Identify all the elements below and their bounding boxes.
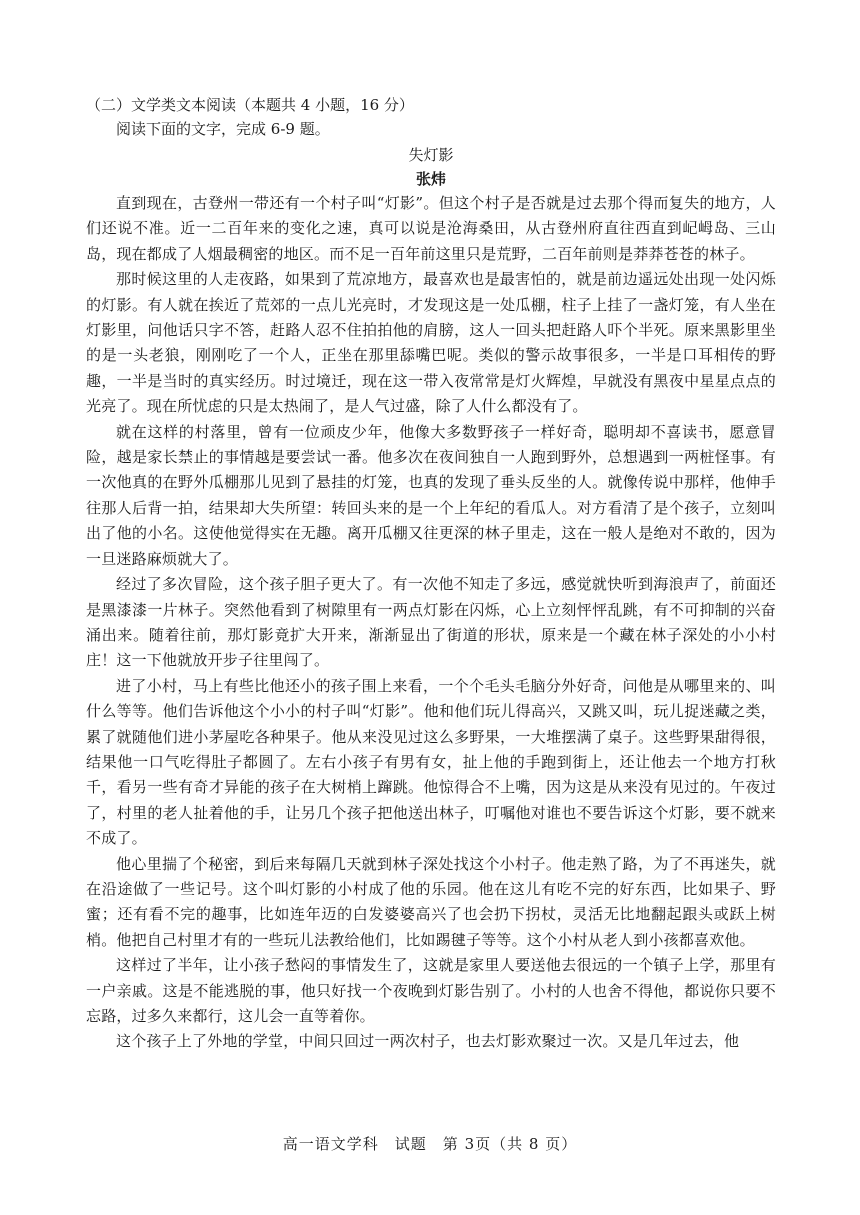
reading-instruction: 阅读下面的文字，完成 6-9 题。 — [116, 120, 330, 138]
story-paragraph-7: 这样过了半年，让小孩子愁闷的事情发生了，这就是家里人要送他去很远的一个镇子上学，那里有一户亲戚。这是不能逃脱的事，他只好找一个夜晚到灯影告别了。小村的人也舍不得他，都说你只要不忘路，过多久来都行，这儿会一直等着你。 — [86, 956, 776, 1025]
story-paragraph-5: 进了小村，马上有些比他还小的孩子围上来看，一个个毛头毛脑分外好奇，问他是从哪里来的、叫什么等等。他们告诉他这个小小的村子叫“灯影”。他和他们玩儿得高兴，又跳又叫，玩儿捉迷藏之类，累了就随他们进小茅屋吃各种果子。他从来没见过这么多野果，一大堆摆满了桌子。这些野果甜得很，结果他一口气吃得肚子都圆了。左右小孩子有男有女，扯上他的手跑到街上，还让他去一个地方打秋千，看另一些有奇才异能的孩子在大树梢上蹿跳。他惊得合不上嘴，因为这是从来没有见过的。午夜过了，村里的老人扯着他的手，让另几个孩子把他送出林子，叮嘱他对谁也不要告诉这个灯影，要不就来不成了。 — [86, 676, 776, 848]
story-paragraph-6: 他心里揣了个秘密，到后来每隔几天就到林子深处找这个小村子。他走熟了路，为了不再迷失，就在沿途做了一些记号。这个叫灯影的小村成了他的乐园。他在这儿有吃不完的好东西，比如果子、野蜜；还有看不完的趣事，比如连年迈的白发婆婆高兴了也会扔下拐杖，灵活无比地翻起跟头或跃上树梢。他把自己村里才有的一些玩儿法教给他们，比如踢毽子等等。这个小村从老人到小孩都喜欢他。 — [86, 854, 776, 949]
story-paragraph-1: 直到现在，古登州一带还有一个村子叫“灯影”。但这个村子是否就是过去那个得而复失的地方，人们还说不准。近一二百年来的变化之速，真可以说是沧海桑田，从古登州府直往西直到屺㟂岛、三山岛，现在都成了人烟最稠密的地区。而不足一百年前这里只是荒野，二百年前则是莽莽苍苍的林子。 — [86, 194, 776, 263]
story-paragraph-4: 经过了多次冒险，这个孩子胆子更大了。有一次他不知走了多远，感觉就快听到海浪声了，前面还是黑漆漆一片林子。突然他看到了树隙里有一两点灯影在闪烁，心上立刻怦怦乱跳，有不可抑制的兴奋涌出来。随着往前，那灯影竟扩大开来，渐渐显出了街道的形状，原来是一个藏在林子深处的小小村庄！这一下他就放开步子往里闯了。 — [86, 575, 776, 670]
story-title: 失灯影 — [408, 146, 454, 164]
exam-page-content — [86, 93, 776, 1055]
story-author: 张炜 — [415, 170, 446, 188]
page-footer: 高一语文学科 试题 第 3页（共 8 页） — [282, 1135, 578, 1153]
story-paragraph-3: 就在这样的村落里，曾有一位顽皮少年，他像大多数野孩子一样好奇，聪明却不喜读书，愿意冒险，越是家长禁止的事情越是要尝试一番。他多次在夜间独自一人跑到野外，总想遇到一两桩怪事。有一次他真的在野外瓜棚那儿见到了悬挂的灯笼，也真的发现了垂头反坐的人。就像传说中那样，他伸手往那人后背一拍，结果却大失所望：转回头来的是一个上年纪的看瓜人。对方看清了是个孩子，立刻叫出了他的小名。这使他觉得实在无趣。离开瓜棚又往更深的林子里走，这在一般人是绝对不敢的，因为一旦迷路麻烦就大了。 — [86, 422, 776, 568]
story-paragraph-2: 那时候这里的人走夜路，如果到了荒凉地方，最喜欢也是最害怕的，就是前边遥远处出现一处闪烁的灯影。有人就在挨近了荒郊的一点儿光亮时，才发现这是一处瓜棚，柱子上挂了一盏灯笼，有人坐在灯影里，问他话只字不答，赶路人忍不住拍拍他的肩膀，这人一回头把赶路人吓个半死。原来黑影里坐的是一头老狼，刚刚吃了一个人，正坐在那里舔嘴巴呢。类似的警示故事很多，一半是口耳相传的野趣，一半是当时的真实经历。时过境迁，现在这一带入夜常常是灯火辉煌，早就没有黑夜中星星点点的光亮了。现在所忧虑的只是太热闹了，是人气过盛，除了人什么都没有了。 — [86, 270, 776, 416]
story-paragraph-8: 这个孩子上了外地的学堂，中间只回过一两次村子，也去灯影欢聚过一次。又是几年过去，他 — [116, 1032, 740, 1051]
section-heading: （二）文学类文本阅读（本题共 4 小题，16 分） — [86, 96, 414, 114]
